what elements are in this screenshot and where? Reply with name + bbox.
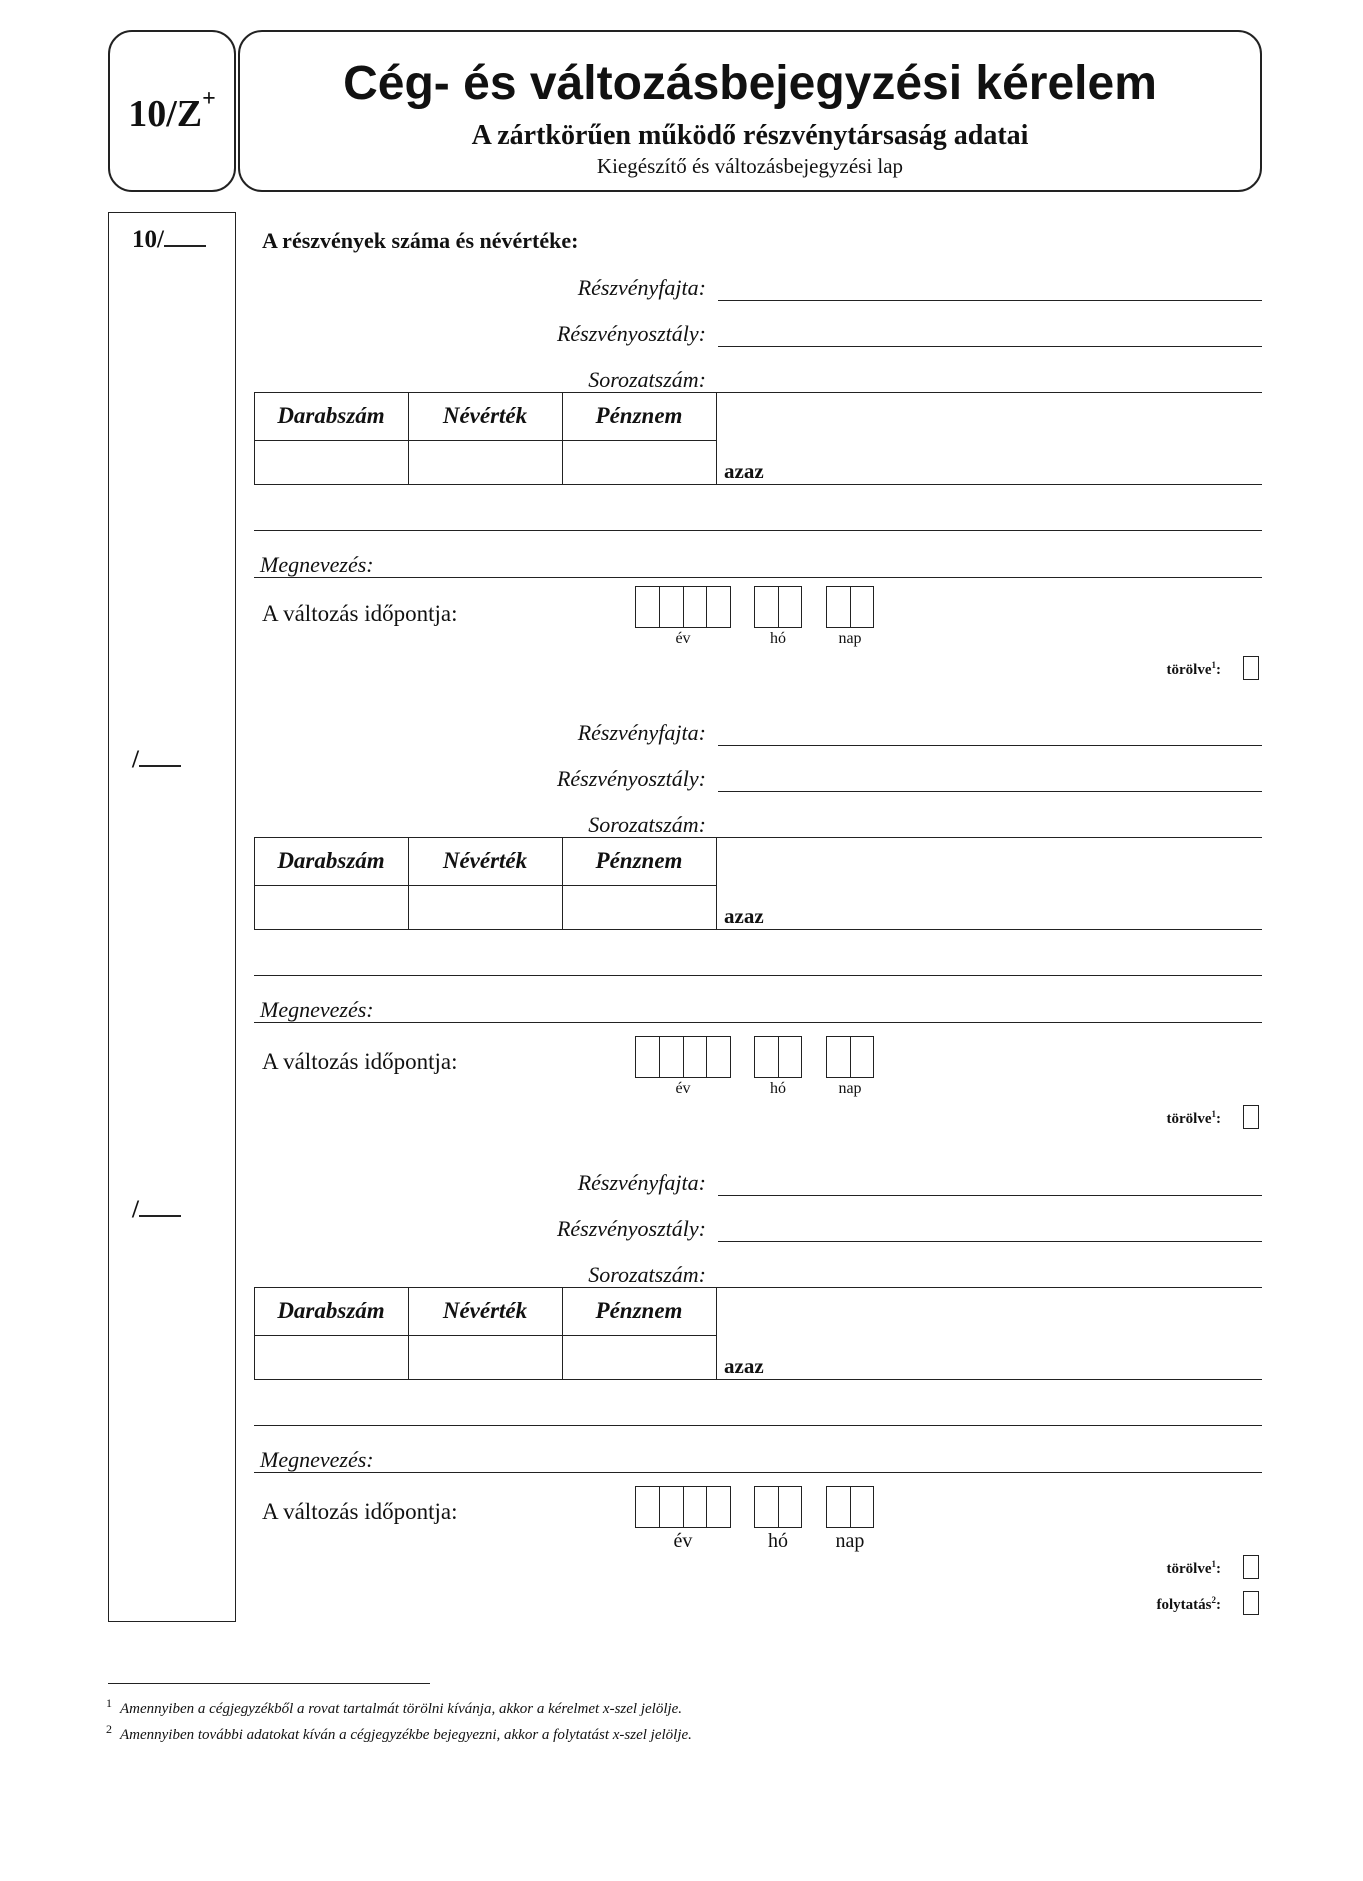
share-type-field[interactable]	[718, 745, 1262, 746]
date-month-field[interactable]	[754, 1486, 802, 1528]
series-number-label: Sorozatszám:	[588, 1262, 706, 1287]
month-label: hó	[770, 630, 786, 647]
year-label: év	[675, 1080, 691, 1097]
share-class-field[interactable]	[718, 791, 1262, 792]
day-label: nap	[838, 1080, 862, 1097]
day-label: nap	[835, 1530, 865, 1552]
name-label: Megnevezés:	[260, 1447, 374, 1472]
year-label: év	[673, 1530, 693, 1552]
deleted-checkbox[interactable]	[1243, 1105, 1259, 1129]
azaz-label: azaz	[724, 1354, 764, 1378]
share-class-field[interactable]	[718, 346, 1262, 347]
deleted-label: törölve$^1$:	[1166, 660, 1221, 678]
footnote-divider	[108, 1683, 430, 1684]
name-field[interactable]	[254, 577, 1262, 578]
amount-words-field[interactable]	[254, 929, 1262, 930]
name-label: Megnevezés:	[260, 552, 374, 577]
row-number: /	[132, 1196, 212, 1224]
date-day-field[interactable]	[826, 1486, 874, 1528]
date-year-field[interactable]	[635, 1036, 731, 1078]
day-label: nap	[838, 630, 862, 647]
column-header-nominal-value: Névérték	[442, 848, 528, 873]
footnote-2: $^2$ Amennyiben további adatokat kíván a cégjegyzékbe bejegyezni, akkor a folytatást x-szel jelölje.	[106, 1722, 692, 1743]
column-header-currency: Pénznem	[595, 848, 683, 873]
deleted-label: törölve$^1$:	[1166, 1109, 1221, 1127]
date-year-field[interactable]	[635, 1486, 731, 1528]
column-header-quantity: Darabszám	[277, 1298, 385, 1323]
extra-line-field[interactable]	[254, 1425, 1262, 1426]
column-header-quantity: Darabszám	[277, 848, 385, 873]
row-number: 10/	[132, 226, 212, 254]
name-field[interactable]	[254, 1022, 1262, 1023]
column-header-nominal-value: Névérték	[442, 403, 528, 428]
share-type-label: Részvényfajta:	[577, 720, 706, 745]
column-header-nominal-value: Névérték	[442, 1298, 528, 1323]
column-header-currency: Pénznem	[595, 1298, 683, 1323]
series-number-field[interactable]	[254, 392, 1262, 393]
page-title: Cég- és változásbejegyzési kérelem	[343, 57, 1157, 110]
column-header-currency: Pénznem	[595, 403, 683, 428]
change-date-label: A változás időpontja:	[262, 601, 458, 626]
series-number-field[interactable]	[254, 837, 1262, 838]
date-month-field[interactable]	[754, 1036, 802, 1078]
page-subsubtitle: Kiegészítő és változásbejegyzési lap	[596, 154, 904, 178]
title-box	[238, 30, 1262, 192]
change-date-label: A változás időpontja:	[262, 1499, 458, 1524]
form-code: 10/Z+	[128, 86, 216, 135]
continued-label: folytatás$^2$:	[1156, 1595, 1221, 1613]
deleted-label: törölve$^1$:	[1166, 1559, 1221, 1577]
name-label: Megnevezés:	[260, 997, 374, 1022]
date-month-field[interactable]	[754, 586, 802, 628]
share-class-label: Részvényosztály:	[556, 1216, 706, 1241]
share-type-field[interactable]	[718, 300, 1262, 301]
month-label: hó	[768, 1530, 788, 1552]
deleted-checkbox[interactable]	[1243, 1555, 1259, 1579]
azaz-label: azaz	[724, 904, 764, 928]
amount-words-field[interactable]	[254, 484, 1262, 485]
column-header-quantity: Darabszám	[277, 403, 385, 428]
name-field[interactable]	[254, 1472, 1262, 1473]
date-year-field[interactable]	[635, 586, 731, 628]
year-label: év	[675, 630, 691, 647]
share-class-field[interactable]	[718, 1241, 1262, 1242]
share-type-label: Részvényfajta:	[577, 1170, 706, 1195]
amount-words-field[interactable]	[254, 1379, 1262, 1380]
change-date-label: A változás időpontja:	[262, 1049, 458, 1074]
series-number-field[interactable]	[254, 1287, 1262, 1288]
extra-line-field[interactable]	[254, 975, 1262, 976]
share-type-field[interactable]	[718, 1195, 1262, 1196]
azaz-label: azaz	[724, 459, 764, 483]
share-class-label: Részvényosztály:	[556, 766, 706, 791]
footnote-1: $^1$ Amennyiben a cégjegyzékből a rovat tartalmát törölni kívánja, akkor a kérelmet x-szel jelölje.	[106, 1696, 683, 1717]
section-heading: A részvények száma és névértéke:	[262, 228, 579, 253]
share-type-label: Részvényfajta:	[577, 275, 706, 300]
extra-line-field[interactable]	[254, 530, 1262, 531]
share-class-label: Részvényosztály:	[556, 321, 706, 346]
continued-checkbox[interactable]	[1243, 1591, 1259, 1615]
row-number: /	[132, 746, 212, 774]
date-day-field[interactable]	[826, 1036, 874, 1078]
form-code-box	[108, 30, 236, 192]
series-number-label: Sorozatszám:	[588, 367, 706, 392]
date-day-field[interactable]	[826, 586, 874, 628]
deleted-checkbox[interactable]	[1243, 656, 1259, 680]
month-label: hó	[770, 1080, 786, 1097]
page-subtitle: A zártkörűen működő részvénytársaság adatai	[471, 120, 1029, 151]
row-number-column	[108, 212, 236, 1622]
series-number-label: Sorozatszám:	[588, 812, 706, 837]
